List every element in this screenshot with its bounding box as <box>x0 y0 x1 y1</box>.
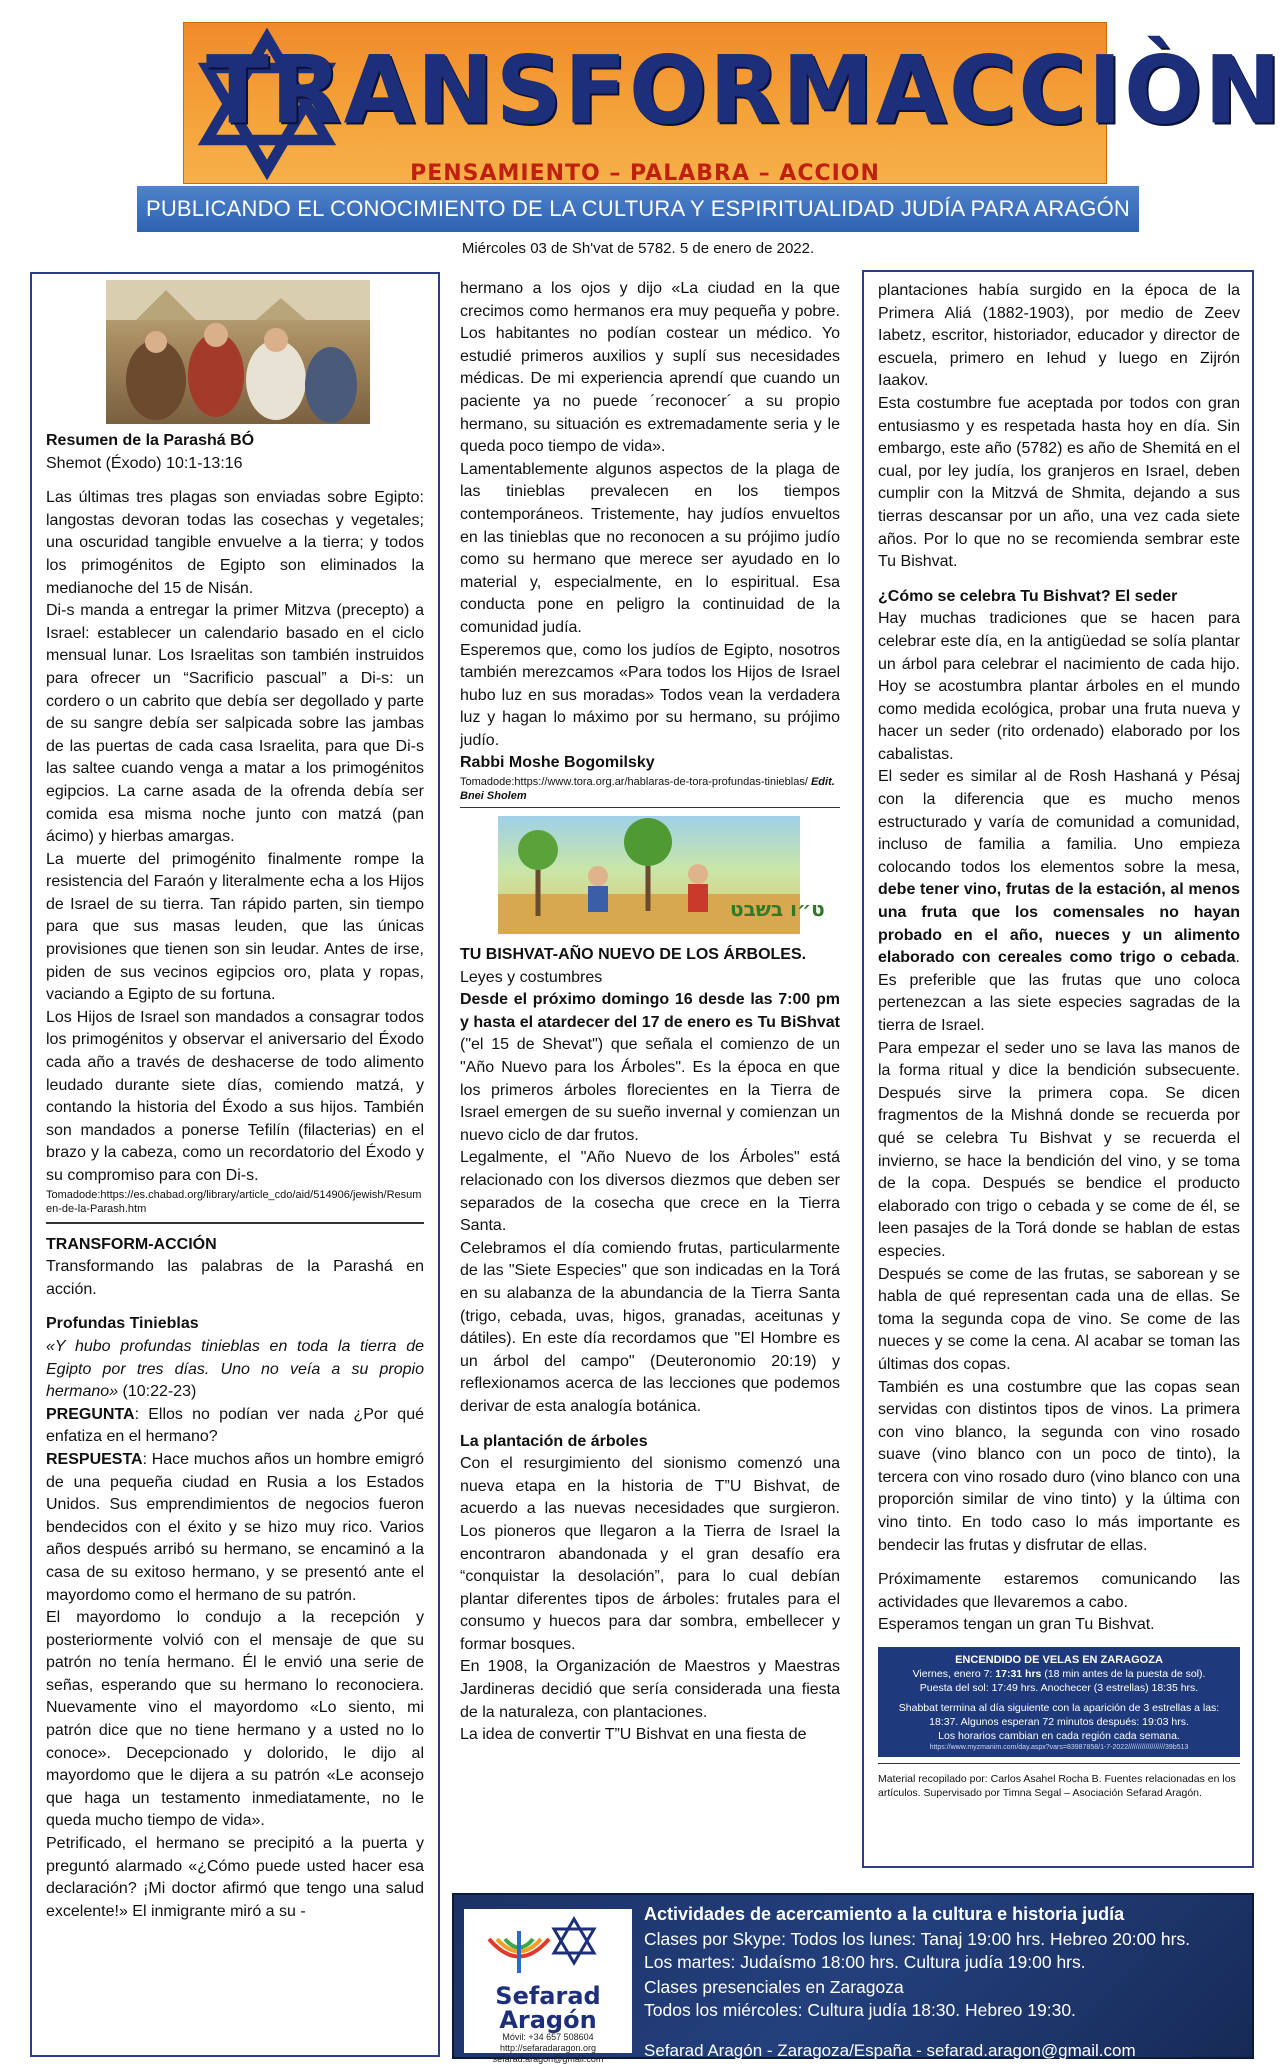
paragraph-text: . Es preferible que las frutas que uno coloca pertenezcan a las siete especies sagradas de la tierra de Israel. <box>878 949 1240 1034</box>
paragraph: Los Hijos de Israel son mandados a consagrar todos los primogénitos y observar el aniversario del Éxodo cada año a través de deshacerse de todo alimento leudado durante siete días, comiendo matzá, y contando la historia del Éxodo a sus hijos. También son mandados a ponerse Tefilín (filacterias) en el brazo y la cabeza, como un recordatorio del Éxodo y su compromiso para con Di-s. <box>46 1008 424 1184</box>
paragraph: Legalmente, el "Año Nuevo de los Árboles" está relacionado con los diversos diezmos que deben ser separados de la cosecha que crece en la Tierra Santa. <box>460 1149 840 1235</box>
parasha-reference: Shemot (Éxodo) 10:1-13:16 <box>46 454 243 472</box>
activities-ad <box>452 1893 1254 2064</box>
schedule-note: Los horarios cambian en cada región cada semana. <box>938 1730 1180 1743</box>
paragraph: La muerte del primogénito finalmente rompe la resistencia del Faraón y literalmente echa a los Hijos de Israel de su tierra. Tan rápido parten, sin tiempo para que sus masas leuden, que las únicas provisiones que tienen son sin leudar. Antes de irse, piden de sus vecinos egipcios oro, plata y ropas, vaciando a Egipto de su fortuna. <box>46 850 424 1004</box>
paragraph: plantaciones había surgido en la época de la Primera Aliá (1882-1903), por medio de Zeev Iabetz, escritor, historiador, educador y director de escuela, primero en Iehud y luego en Zijrón Iaakov. <box>878 282 1240 390</box>
ad-tuesday: Los martes: Judaísmo 18:00 hrs. Cultura judía 19:00 hrs. <box>644 1952 1086 1972</box>
ad-text <box>644 1903 1244 2060</box>
paragraph: Las últimas tres plagas son enviadas sobre Egipto: langostas devoran todas las cosechas y vegetales; una oscuridad tangible envuelve a la tierra; y todos los primogénitos de Egipto son eliminados la medianoche del 15 de Nisán. <box>46 489 424 597</box>
source-link[interactable] <box>460 775 840 803</box>
answer-label: RESPUESTA <box>46 1450 143 1468</box>
question-label: PREGUNTA <box>46 1405 135 1423</box>
column-tu-bishvat <box>460 278 840 1747</box>
paragraph: Esta costumbre fue aceptada por todos con gran entusiasmo y es respetada hasta hoy en día. Sin embargo, este año (5782) es año de Shemitá en el cual, por ley judía, los granjeros en Israel, deben cumplir con la Mitzvá de Shmita, dejando a sus tierras descansar por un año, una vez cada siete años. Por lo que no se recomienda sembrar este Tu Bishvat. <box>878 394 1240 571</box>
column-parasha <box>30 272 440 2057</box>
paragraph: También es una costumbre que las copas sean servidas con distintos tipos de vinos. La primera con vino blanco, la segunda con vino rosado suave (vino blanco con un poco de tinto), la tercera con vino rosado duro (vino blanco con una proporción similar de vino tinto) y la última con vino tinto. En todo caso lo más importante es bendecir las frutas y disfrutar de ellas. <box>878 1378 1240 1554</box>
issue-date: Miércoles 03 de Sh'vat de 5782. 5 de enero de 2022. <box>461 240 815 257</box>
author: Rabbi Moshe Bogomilsky <box>460 754 655 772</box>
paragraph: Petrificado, el hermano se precipitó a la puerta y preguntó alarmado «¿Cómo puede usted hacer esa declaración? ¡Mi doctor afirmó que tengo una salud excelente!» El inmigrante miró a su - <box>46 1835 424 1920</box>
paragraph: Celebramos el día comiendo frutas, particularmente de las "Siete Especies" que son indicadas en la Torá en su alabanza de la abundancia de la Tierra Santa (trigo, cebada, uvas, higos, granadas, aceitunas y dátiles). En este día recordamos que "El Hombre es un árbol del campo" (Deuteronomio 20:19) y reflexionamos acerca de las lecciones que podemos derivar de esta analogía botánica. <box>460 1239 840 1415</box>
paragraph: hermano a los ojos y dijo «La ciudad en la que crecimos como hermanos era muy pequeña y pobre. Los habitantes no podían costear un médico. Yo estudié primeros auxilios y suplí sus necesidades médicas. De mi experiencia aprendí que cuando un paciente ya no puede ´reconocer´ a su propio hermano, su situación es extremadamente seria y le queda poco tiempo de vida». <box>460 280 840 456</box>
section-heading: Profundas Tinieblas <box>46 1315 199 1333</box>
sefarad-aragon-logo <box>464 1909 632 2064</box>
paragraph <box>460 989 840 1147</box>
paragraph: Para empezar el seder uno se lava las manos de la forma ritual y dice la bendición subsecuente. Después sirve la primera copa. Se dicen fragmentos de la Mishná donde se recuerda por qué se celebra Tu Bishvat y se recuerda el invierno, se hace la bendición del vino, y se toma de la copa. Después se bendice el producto elaborado con trigo o cebada y se come de él, se leen pasajes de la Torá donde se hablan de estas especies. <box>878 1039 1240 1260</box>
logo-website[interactable]: http://sefaradaragon.org <box>499 2043 597 2053</box>
transform-heading: TRANSFORM-ACCIÓN <box>46 1235 217 1253</box>
paragraph: Di-s manda a entregar la primer Mitzva (precepto) a Israel: establecer un calendario basado en el ciclo mensual lunar. Los Israelitas son también instruidos para ofrecer un “Sacrificio pascual” a Di-s: un cordero o un cabrito que debía ser degollado y parte de su sangre debía ser salpicada sobre las jambas de las puertas de cada casa Israelita, para que Di-s las saltee cuando venga a matar a los primogénitos egipcios. La carne asada de la ofrenda debía ser comida esa misma noche junto con matzá (pan ácimo) y hierbas amargas. <box>46 602 424 846</box>
masthead-subtitle: PENSAMIENTO – PALABRA – ACCION <box>410 161 880 186</box>
source-url[interactable]: Tomadode:https://www.tora.org.ar/hablaras-de-tora-profundas-tinieblas/ <box>460 776 811 789</box>
answer-text: : Hace muchos años un hombre emigró de una pequeña ciudad en Rusia a los Estados Unidos. Sus emprendimientos de negocios fueron bendecidos con el éxito y se hizo muy rico. Varios años después arribó su hermano, se encaminó a la casa de su exitoso hermano, y se presentó ante el mayordomo como el hermano de su patrón. <box>46 1450 424 1604</box>
masthead <box>183 22 1283 186</box>
menorah-star-icon <box>464 1909 632 1979</box>
quote-reference: (10:22-23) <box>118 1383 197 1401</box>
section-subtitle: Leyes y costumbres <box>460 968 603 986</box>
time-value: 17:31 hrs <box>995 1668 1042 1681</box>
bold-text: debe tener vino, frutas de la estación, al menos una fruta que los comensales no hayan probado en el año, nueces y un alimento elaborado con cereales como trigo o cebada <box>878 881 1240 967</box>
candle-lighting-time <box>886 1667 1232 1681</box>
tu-bishvat-illustration <box>498 816 825 934</box>
logo-name-line1: Sefarad <box>495 1982 601 2010</box>
sunset-line: Puesta del sol: 17:49 hrs. Anochecer (3 estrellas) 18:35 hrs. <box>919 1682 1199 1695</box>
paragraph: El mayordomo lo condujo a la recepción y posteriormente volvió con el mensaje de que su patrón no tenía hermano. Él le envió una serie de señas, esperando que su hermano lo reconociera. Nuevamente vino el mayordomo «Lo siento, mi patrón dice que no tiene hermano y a usted no lo conoce». Decepcionado y dolorido, le dijo al mayordomo que le dijera a su patrón «Le aconsejo que haga un testamento inmediatamente, no le queda mucho tiempo de vida». <box>46 1609 424 1830</box>
candle-lighting-box <box>878 1647 1240 1757</box>
paragraph: Con el resurgimiento del sionismo comenzó una nueva etapa en la historia de T”U Bishvat, de acuerdo a las nuevas necesidades que surgieron. Los pioneros que llegaron a la Tierra de Israel la encontraron abandonada y el gran desafío era “conquistar la desolación”, para lo cual debían plantar diferentes tipos de árboles: frutales para el consumo y huecos para dar sombra, embellecer y formar bosques. <box>460 1455 840 1653</box>
paragraph-text: El seder es similar al de Rosh Hashaná y Pésaj con la diferencia que es mucho menos estructurado y varía de comunidad a comunidad, incluso de familia a familia. Uno empieza colocando todos los elementos sobre la mesa, <box>878 768 1240 876</box>
parasha-heading: Resumen de la Parashá BÓ <box>46 432 255 449</box>
divider <box>460 807 840 808</box>
ad-title: Actividades de acercamiento a la cultura e historia judía <box>644 1904 1125 1924</box>
label: (18 min antes de la puesta de sol). <box>1041 1668 1206 1681</box>
date-highlight: Desde el próximo domingo 16 desde las 7:00 pm y hasta el atardecer del 17 de enero es Tu BiShvat <box>460 991 840 1031</box>
column-seder <box>862 270 1254 1868</box>
source-editor: Edit. Bnei Sholem <box>460 776 835 803</box>
banner: PUBLICANDO EL CONOCIMIENTO DE LA CULTURA Y ESPIRITUALIDAD JUDÍA PARA ARAGÓN <box>137 186 1139 232</box>
question-paragraph <box>46 1404 424 1449</box>
paragraph: La idea de convertir T”U Bishvat en una fiesta de <box>460 1726 807 1744</box>
paragraph: Esperemos que, como los judíos de Egipto, nosotros también merezcamos «Para todos los Hijos de Israel hubo luz en sus moradas» Todos vean la verdadera luz y hagan lo máximo por su hermano, su prójimo judío. <box>460 641 840 749</box>
ad-wednesday: Todos los miércoles: Cultura judía 18:30. Hebreo 19:30. <box>644 2000 1076 2020</box>
paragraph-text: ("el 15 de Shevat") que señala el comienzo de un "Año Nuevo para los Árboles". Es la época en que los primeros árboles florecientes en la Tierra de Israel emergen de su sueño invernal y comienzan un nuevo ciclo de dar frutos. <box>460 1036 840 1144</box>
logo-name-line2: Aragón <box>499 2006 597 2034</box>
masthead-title: TRANSFORMACCIÒN <box>206 35 1283 146</box>
paragraph <box>878 766 1240 1037</box>
exodus-illustration <box>106 280 370 424</box>
paragraph: Próximamente estaremos comunicando las actividades que llevaremos a cabo. <box>878 1571 1240 1611</box>
tree-planting-scene-icon <box>498 816 825 934</box>
shabbat-end-line: Shabbat termina al día siguiente con la aparición de 3 estrellas a las: 18:37. Algunos esperan 72 minutos después: 19:03 hrs. <box>898 1702 1220 1729</box>
source-link[interactable]: Tomadode:https://es.chabad.org/library/article_cdo/aid/514906/jewish/Resumen-de-la-Parash.htm <box>46 1188 422 1215</box>
section-heading: ¿Cómo se celebra Tu Bishvat? El seder <box>878 587 1178 605</box>
logo-phone: Móvil: +34 657 508604 <box>502 2032 594 2042</box>
paragraph: Lamentablemente algunos aspectos de la plaga de las tinieblas prevalecen en los tiempos contemporáneos. Tristemente, hay judíos envueltos en las tinieblas que no reconocen a su prójimo judío como su hermano que merece ser ayudado en lo material y, especialmente, en lo espiritual. Esa conducta pone en peligro la continuidad de la comunidad judía. <box>460 460 840 636</box>
svg-text:ט״ו בשבט: ט״ו בשבט <box>730 897 825 922</box>
ad-footer: Sefarad Aragón - Zaragoza/España - sefarad.aragon@gmail.com <box>644 2041 1136 2060</box>
question-text: : Ellos no podían ver nada ¿Por qué enfatiza en el hermano? <box>46 1405 424 1446</box>
credit-note: Material recopilado por: Carlos Asahel Rocha B. Fuentes relacionadas en los artículos. Supervisado por Timna Segal – Asociación Sefarad Aragón. <box>878 1773 1236 1800</box>
logo-email[interactable]: sefarad.aragon@gmail.com <box>492 2054 604 2064</box>
ad-skype: Clases por Skype: Todos los lunes: Tanaj 19:00 hrs. Hebreo 20:00 hrs. <box>644 1929 1191 1949</box>
paragraph: Esperamos tengan un gran Tu Bishvat. <box>878 1616 1155 1634</box>
transform-subtitle: Transformando las palabras de la Parashá en acción. <box>46 1258 424 1298</box>
section-heading: TU BISHVAT-AÑO NUEVO DE LOS ÁRBOLES. <box>460 946 807 964</box>
answer-paragraph <box>46 1449 424 1607</box>
quote: «Y hubo profundas tinieblas en toda la tierra de Egipto por tres días. Uno no veía a su propio hermano» <box>46 1337 424 1401</box>
divider <box>878 1763 1240 1764</box>
paragraph: Hay muchas tradiciones que se hacen para celebrar este día, en la antigüedad se solía plantar un árbol para celebrar el nacimiento de cada hijo. Hoy se acostumbra plantar árboles en el mundo como medida ecológica, probar una fruta nueva y hacer un seder (rito ordenado) elaborado por los cabalistas. <box>878 610 1240 763</box>
paragraph: Después se come de las frutas, se saborean y se habla de qué representan cada una de ellas. Se toma la segunda copa de vino. Se come de las nueces y se come la cena. Al acabar se toman las últimas dos copas. <box>878 1265 1240 1373</box>
candle-lighting-title: ENCENDIDO DE VELAS EN ZARAGOZA <box>955 1654 1163 1667</box>
section-heading: La plantación de árboles <box>460 1432 648 1450</box>
divider <box>46 1222 424 1224</box>
paragraph: En 1908, la Organización de Maestros y Maestras Jardineras decidió que sería considerada una fiesta de la naturaleza, con plantaciones. <box>460 1658 840 1721</box>
label: Viernes, enero 7: <box>912 1668 996 1681</box>
exodus-scene-icon <box>106 280 370 424</box>
quote-paragraph <box>46 1336 424 1404</box>
zmanim-link[interactable]: https://www.myzmanim.com/day.aspx?vars=83987858/1-7-2022///////////////////39b513 <box>929 1744 1189 1752</box>
ad-in-person: Clases presenciales en Zaragoza <box>644 1977 904 1997</box>
